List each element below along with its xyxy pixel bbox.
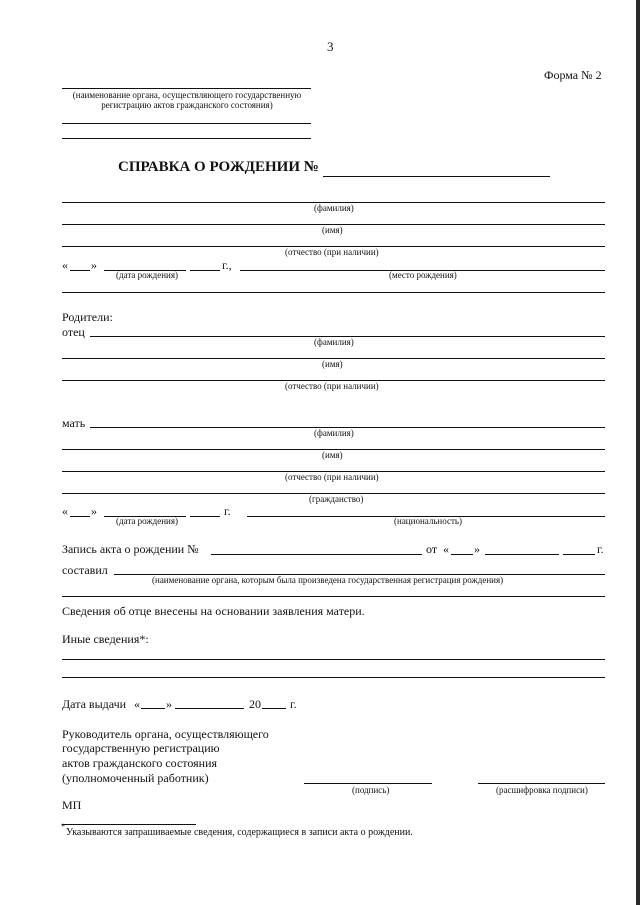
compiled-label: составил [62,563,108,577]
head-line-3: актов гражданского состояния [62,756,218,770]
mother-label: мать [62,416,86,430]
issue-month-line[interactable] [175,708,244,709]
issuer-line-2[interactable] [62,123,311,124]
quote-close: » [166,697,172,711]
other-info-line-2[interactable] [62,677,605,678]
child-name-caption: (имя) [322,225,343,235]
issue-century: 20 [249,697,261,711]
child-patronymic-caption: (отчество (при наличии) [285,247,379,257]
other-info-line-1[interactable] [62,659,605,660]
mother-birth-day-line[interactable] [70,516,90,517]
act-record-label: Запись акта о рождении № [62,542,199,556]
mother-nationality-caption: (национальность) [394,516,462,526]
quote-open: « [62,504,68,518]
birth-place-caption: (место рождения) [389,270,457,280]
mother-surname-caption: (фамилия) [314,428,354,438]
quote-open: « [134,697,140,711]
act-record-number-line[interactable] [211,554,422,555]
issue-year-suffix: г. [290,697,297,711]
birth-place-line-2[interactable] [62,292,605,293]
father-name-caption: (имя) [322,359,343,369]
issue-day-line[interactable] [141,708,165,709]
child-birth-year-line[interactable] [190,270,220,271]
act-record-day-line[interactable] [451,554,473,555]
parents-heading: Родители: [62,310,113,324]
mother-birth-year-line[interactable] [190,516,220,517]
father-label: отец [62,325,85,339]
footnote-divider [62,824,196,825]
father-patronymic-caption: (отчество (при наличии) [285,381,379,391]
mother-citizenship-caption: (гражданство) [309,494,364,504]
act-record-year-suffix: г. [597,542,604,556]
certificate-number-line[interactable] [323,176,550,177]
stamp-label: МП [62,798,82,812]
child-birth-date-caption: (дата рождения) [116,270,178,280]
mother-name-caption: (имя) [322,450,343,460]
child-surname-caption: (фамилия) [314,203,354,213]
scan-edge [636,0,640,905]
quote-close: » [91,258,97,272]
issue-year-line[interactable] [262,708,286,709]
quote-close: » [91,504,97,518]
year-suffix: г., [222,258,232,272]
act-record-month-line[interactable] [485,554,559,555]
act-record-year-line[interactable] [563,554,595,555]
act-record-from-label: от [426,542,438,556]
form-number-label: Форма № 2 [544,68,602,82]
issuer-line-3[interactable] [62,138,311,139]
mother-patronymic-caption: (отчество (при наличии) [285,472,379,482]
issue-date-label: Дата выдачи [62,697,127,711]
compiler-organ-line-2[interactable] [62,596,605,597]
compiler-organ-caption: (наименование органа, которым была произведена государственная регистрация рождения) [152,575,504,585]
footnote-text: Указываются запрашиваемые сведения, содержащиеся в записи акта о рождении. [66,827,413,838]
year-suffix: г. [224,504,231,518]
quote-open: « [443,542,449,556]
issuer-line[interactable] [62,88,311,89]
father-surname-caption: (фамилия) [314,337,354,347]
child-birth-day-line[interactable] [70,270,90,271]
head-line-2: государственную регистрацию [62,741,220,755]
mother-birth-date-caption: (дата рождения) [116,516,178,526]
father-info-note: Сведения об отце внесены на основании заявления матери. [62,604,365,618]
signature-decoding-caption: (расшифровка подписи) [496,785,588,795]
head-line-1: Руководитель органа, осуществляющего [62,727,269,741]
footnote-asterisk: * [61,822,65,831]
other-info-label: Иные сведения*: [62,632,149,646]
head-line-4: (уполномоченный работник) [62,771,209,785]
page-number: 3 [327,39,334,54]
quote-open: « [62,258,68,272]
signature-caption: (подпись) [352,785,390,795]
certificate-title: СПРАВКА О РОЖДЕНИИ № [118,159,319,175]
signature-line[interactable] [304,783,432,784]
signature-decoding-line[interactable] [478,783,605,784]
quote-close: » [474,542,480,556]
issuer-caption: (наименование органа, осуществляющего государственную регистрацию актов гражданского состояния) [72,90,302,110]
